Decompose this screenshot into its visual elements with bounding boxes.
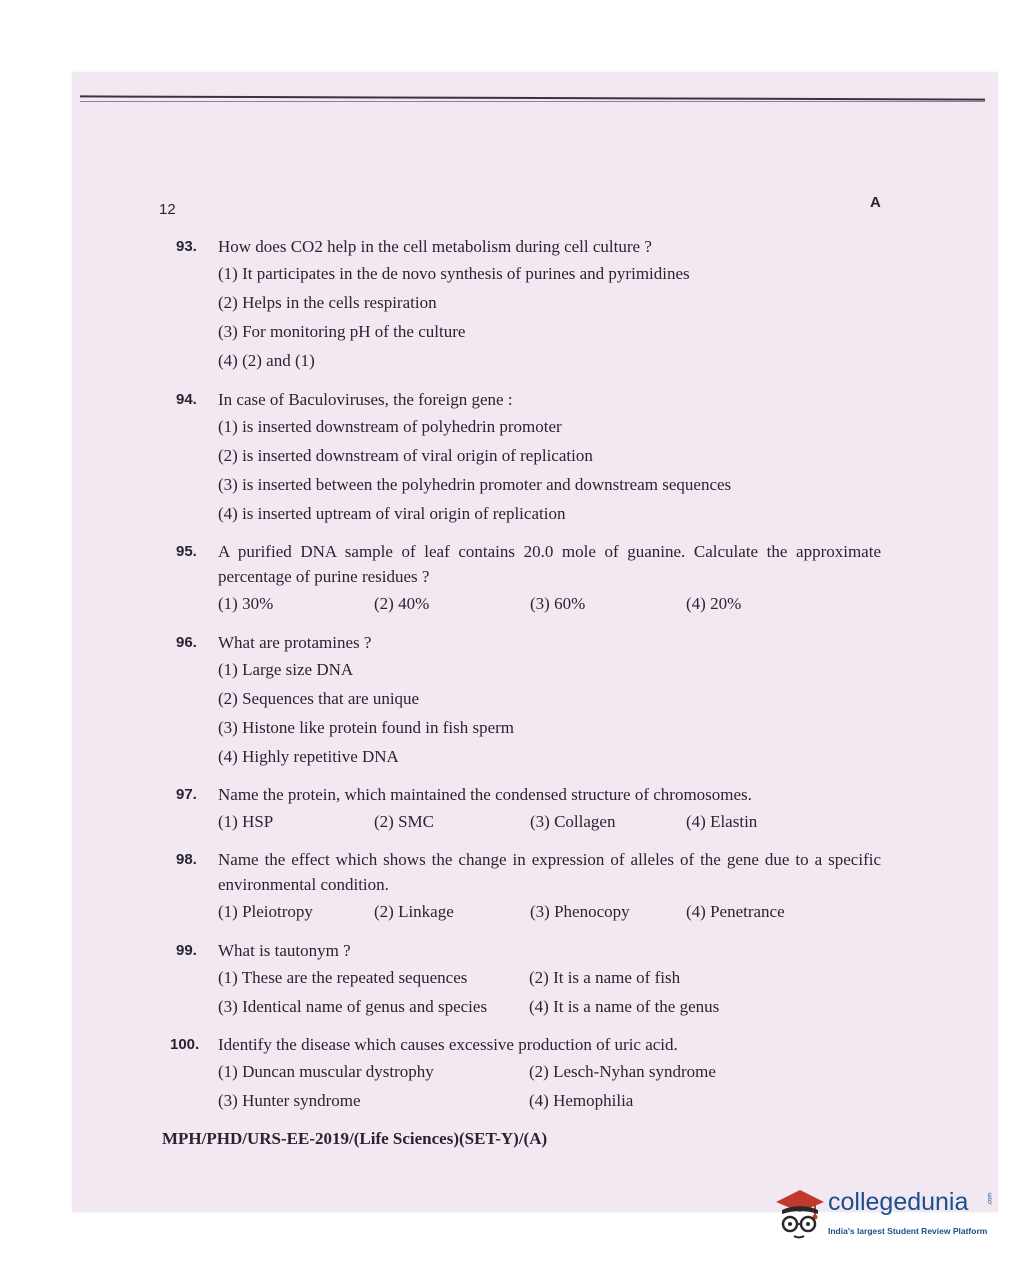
options-list (218, 963, 881, 1021)
option: (4) Highly repetitive DNA (218, 747, 399, 766)
question-number: 98. (176, 851, 197, 868)
question-text: What are protamines ? (218, 633, 372, 652)
question-text: Name the protein, which maintained the condensed structure of chromosomes. (218, 785, 752, 804)
option: (2) 40% (374, 594, 430, 613)
option: (1) These are the repeated sequences (218, 968, 468, 987)
question-number: 96. (176, 634, 197, 651)
option: (4) (2) and (1) (218, 351, 315, 370)
options-list (218, 807, 881, 836)
question-text: Name the effect which shows the change in expression of alleles of the gene due to a specific environmental condition. (218, 850, 881, 894)
question-98 (176, 847, 881, 926)
question-99 (176, 938, 881, 1021)
option: (3) Collagen (530, 812, 616, 831)
option: (2) is inserted downstream of viral origin of replication (218, 446, 593, 465)
option: (4) 20% (686, 594, 742, 613)
option: (3) 60% (530, 594, 586, 613)
option: (4) It is a name of the genus (529, 997, 720, 1016)
option: (2) Linkage (374, 902, 454, 921)
question-text: A purified DNA sample of leaf contains 20.0 mole of guanine. Calculate the approximate percentage of purine residues ? (218, 542, 881, 586)
option: (1) HSP (218, 812, 274, 831)
option: (4) Elastin (686, 812, 758, 831)
option: (3) Phenocopy (530, 902, 630, 921)
question-95 (176, 539, 881, 618)
question-number: 94. (176, 391, 197, 408)
question-100 (170, 1032, 881, 1115)
option: (2) Helps in the cells respiration (218, 293, 437, 312)
question-96 (176, 630, 881, 771)
option: (1) It participates in the de novo synthesis of purines and pyrimidines (218, 264, 690, 283)
question-number: 93. (176, 238, 197, 255)
option: (4) Hemophilia (529, 1091, 634, 1110)
question-number: 99. (176, 942, 197, 959)
set-letter: A (870, 194, 881, 211)
option: (3) Histone like protein found in fish sperm (218, 718, 515, 737)
option: (2) It is a name of fish (529, 968, 681, 987)
option: (4) Penetrance (686, 902, 785, 921)
question-text: Identify the disease which causes excessive production of uric acid. (218, 1035, 678, 1054)
question-text: What is tautonym ? (218, 941, 351, 960)
page-number: 12 (159, 201, 176, 218)
question-number: 97. (176, 786, 197, 803)
question-94 (176, 387, 881, 528)
header-rule-thin (80, 101, 985, 102)
option: (1) Pleiotropy (218, 902, 313, 921)
logo-wordmark: collegedunia (828, 1188, 969, 1216)
paper-code-footer: MPH/PHD/URS-EE-2019/(Life Sciences)(SET-Y)/(A) (162, 1129, 548, 1148)
option: (1) 30% (218, 594, 274, 613)
options-list (218, 412, 881, 528)
question-93 (176, 234, 881, 375)
option: (2) SMC (374, 812, 434, 831)
option: (2) Sequences that are unique (218, 689, 420, 708)
question-number: 95. (176, 543, 197, 560)
logo-domain-suffix: .com (987, 1192, 994, 1206)
options-list (218, 259, 881, 375)
option: (1) is inserted downstream of polyhedrin promoter (218, 417, 562, 436)
option: (3) is inserted between the polyhedrin promoter and downstream sequences (218, 475, 732, 494)
question-number: 100. (170, 1036, 200, 1053)
option: (1) Duncan muscular dystrophy (218, 1062, 434, 1081)
collegedunia-logo[interactable] (770, 1180, 1000, 1255)
graduate-mascot-icon (770, 1180, 826, 1250)
logo-tagline: India's largest Student Review Platform (828, 1226, 988, 1236)
question-97 (176, 782, 881, 836)
options-list (218, 1057, 881, 1115)
option: (1) Large size DNA (218, 660, 354, 679)
option: (3) Identical name of genus and species (218, 997, 488, 1016)
options-list (218, 589, 881, 618)
option: (3) For monitoring pH of the culture (218, 322, 466, 341)
options-list (218, 897, 881, 926)
option: (3) Hunter syndrome (218, 1091, 361, 1110)
question-text: How does CO2 help in the cell metabolism during cell culture ? (218, 237, 652, 256)
option: (4) is inserted uptream of viral origin of replication (218, 504, 566, 523)
question-text: In case of Baculoviruses, the foreign gene : (218, 390, 513, 409)
options-list (218, 655, 881, 771)
option: (2) Lesch-Nyhan syndrome (529, 1062, 716, 1081)
